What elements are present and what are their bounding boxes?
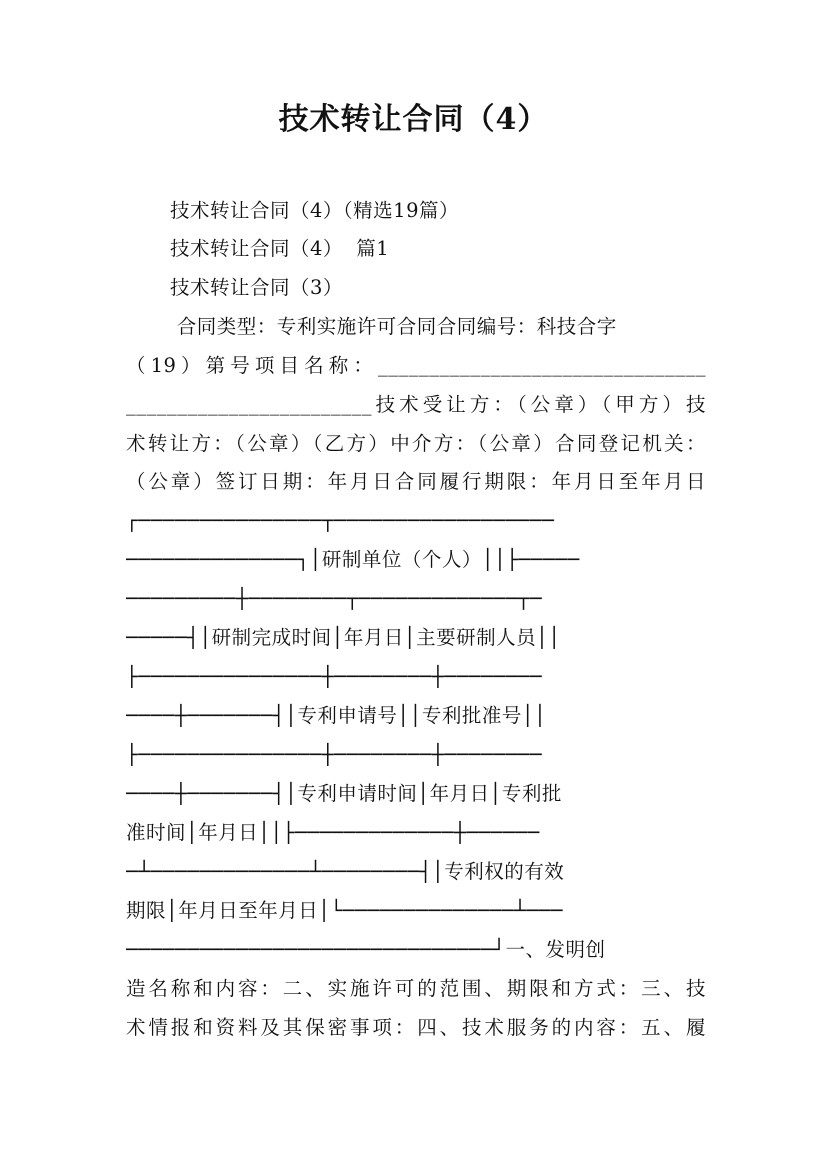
table-border-line: ┌───────────────┬────────────────── <box>126 509 555 532</box>
table-border-line: ├───────────────┼────────┼──────── <box>126 743 543 766</box>
body-line: （19）第号项目名称：________________________________ <box>126 354 706 377</box>
body-line: （公章）签订日期：年月日合同履行期限：年月日至年月日 <box>126 470 706 493</box>
table-row-line: 期限│年月日至年月日│└──────────────┴─── <box>126 899 564 922</box>
section-heading: 技术转让合同（4） 篇1 <box>170 237 390 260</box>
table-border-line: ─────────┼────────┬─────────────┬─ <box>126 587 543 610</box>
table-row-line: ──────────────┐│研制单位（个人）││├───── <box>126 548 580 571</box>
body-line: 术情报和资料及其保密事项：四、技术服务的内容：五、履 <box>126 1016 706 1039</box>
table-row-line: ────┼───────┤│专利申请号││专利批准号││ <box>126 704 547 727</box>
table-border-line: ├───────────────┼────────┼──────── <box>126 665 543 688</box>
body-line: 造名称和内容：二、实施许可的范围、期限和方式：三、技 <box>126 977 706 1000</box>
table-row-line: ─────┤│研制完成时间│年月日│主要研制人员││ <box>126 626 561 649</box>
body-line: ________________________技术受让方：（公章）（甲方）技 <box>126 393 706 416</box>
subheading: 技术转让合同（3） <box>170 276 343 299</box>
body-line: 术转让方：（公章）（乙方）中介方：（公章）合同登记机关： <box>126 432 706 455</box>
table-row-line: ─┴─────────────┴────────┤│专利权的有效 <box>126 860 565 883</box>
table-row-line: ────┼───────┤│专利申请时间│年月日│专利批 <box>126 782 562 805</box>
table-border-line: ──────────────────────────────┘一、发明创 <box>126 938 606 961</box>
summary-line: 技术转让合同（4）（精选19篇） <box>170 199 459 222</box>
document-title: 技术转让合同（4） <box>278 102 549 137</box>
table-row-line: 准时间│年月日││├─────────────┼────── <box>126 821 540 844</box>
body-line: 合同类型：专利实施许可合同合同编号：科技合字 <box>170 315 617 338</box>
